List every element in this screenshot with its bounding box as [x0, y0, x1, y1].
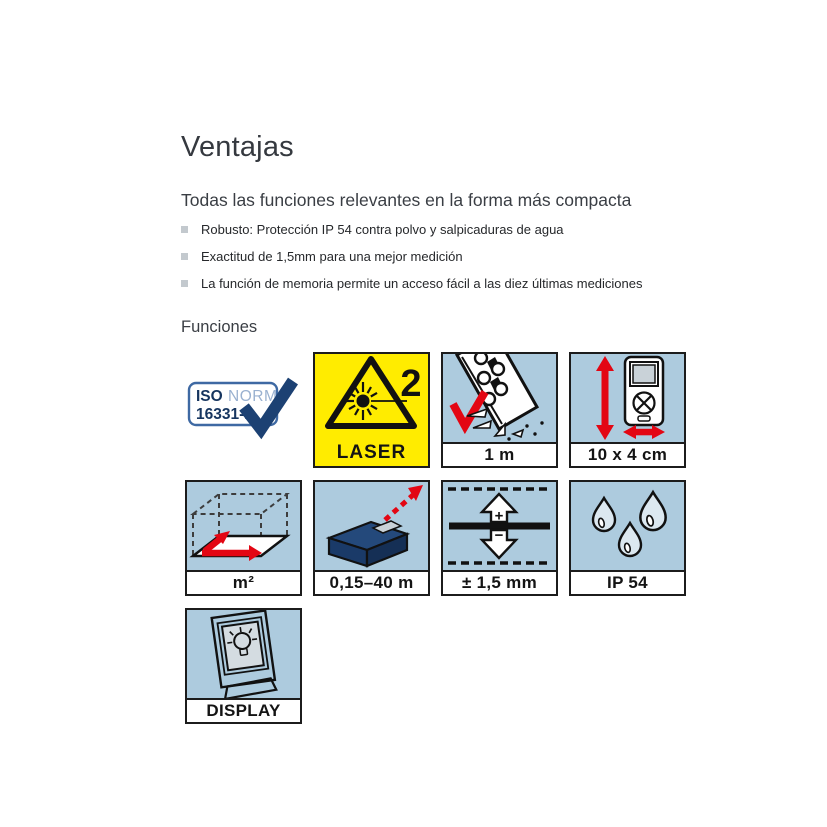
height-arrow — [596, 356, 614, 440]
feature-tile-drop-height — [441, 352, 558, 468]
feature-label: IP 54 — [571, 570, 684, 594]
drop-large — [640, 492, 665, 530]
illuminated-display-icon — [187, 610, 300, 698]
feature-tile-dimensions — [569, 352, 686, 468]
drop-test-icon — [443, 354, 556, 442]
area-measurement-icon — [187, 482, 300, 570]
drop-left — [593, 498, 615, 531]
benefit-item — [181, 223, 701, 237]
section-subtitle: Todas las funciones relevantes en la forma más compacta — [181, 190, 632, 210]
feature-label: 1 m — [443, 442, 556, 466]
laser-beam — [385, 495, 413, 520]
features-grid — [185, 352, 701, 724]
feature-tile-range — [313, 480, 430, 596]
device-dimensions-icon — [571, 354, 684, 442]
minus-sign: − — [494, 527, 504, 544]
feature-tile-area — [185, 480, 302, 596]
feature-tile-accuracy — [441, 480, 558, 596]
feature-label: m² — [187, 570, 300, 594]
benefit-item — [181, 277, 701, 291]
plus-sign: + — [494, 507, 504, 525]
features-heading: Funciones — [181, 318, 258, 336]
feature-label: 0,15–40 m — [315, 570, 428, 594]
feature-label: LASER — [336, 442, 407, 463]
laser-class-2-icon — [315, 354, 428, 440]
measuring-range-icon — [315, 482, 428, 570]
feature-label: ± 1,5 mm — [443, 570, 556, 594]
iso-norm-16331-1-icon — [185, 352, 302, 468]
iso-text: ISO — [196, 388, 223, 405]
norm-text: NORM — [228, 388, 278, 405]
benefit-text: La función de memoria permite un acceso fácil a las diez últimas mediciones — [201, 276, 643, 291]
standard-number-text: 16331-1 — [196, 406, 253, 423]
page-title: Ventajas — [181, 131, 294, 163]
benefit-item — [181, 250, 701, 264]
benefits-list — [181, 223, 701, 291]
feature-tile-iso-norm — [185, 352, 302, 468]
width-arrow — [623, 425, 665, 439]
bullet-square-icon — [181, 253, 188, 260]
benefit-text: Exactitud de 1,5mm para una mejor medición — [201, 249, 463, 264]
ventajas-section — [181, 131, 701, 724]
red-checkmark-icon — [453, 392, 485, 426]
impact-specks — [507, 421, 543, 440]
drop-bottom — [619, 523, 641, 556]
feature-tile-ip54 — [569, 480, 686, 596]
bullet-square-icon — [181, 226, 188, 233]
benefit-text: Robusto: Protección IP 54 contra polvo y salpicaduras de agua — [201, 222, 564, 237]
feature-tile-display — [185, 608, 302, 724]
bullet-square-icon — [181, 280, 188, 287]
accuracy-icon — [443, 482, 556, 570]
laser-device — [329, 521, 407, 566]
feature-tile-laser-class — [313, 352, 430, 468]
feature-label: DISPLAY — [187, 698, 300, 722]
laser-class-number: 2 — [400, 363, 422, 405]
feature-label: 10 x 4 cm — [571, 442, 684, 466]
water-drops-icon — [571, 482, 684, 570]
